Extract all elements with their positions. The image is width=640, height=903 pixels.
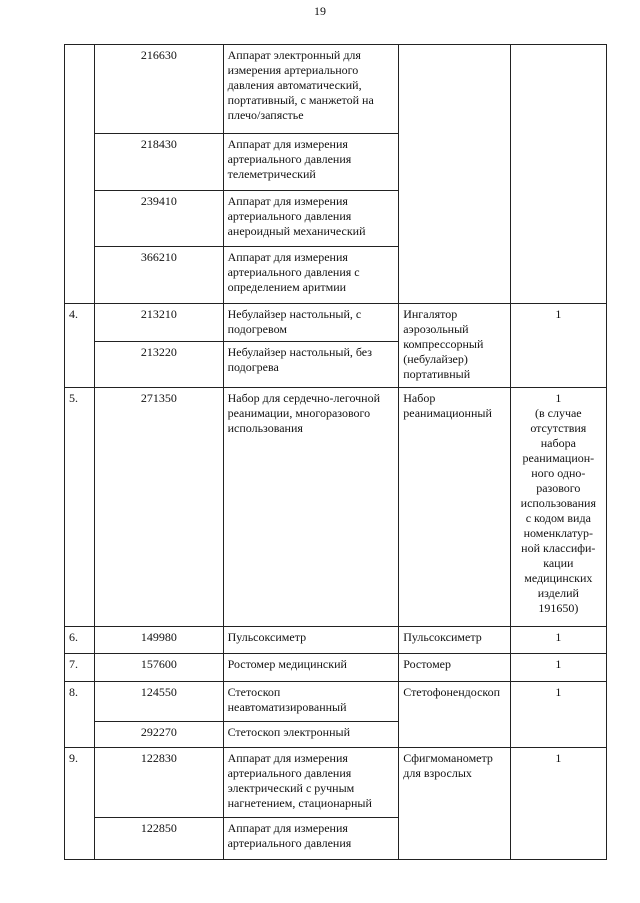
qty-cell — [510, 45, 606, 304]
qty-cell: 1 (в случае отсутствия набора реанимацион- ного одно- разового использования с кодом вида номенклатур- ной классифи- кации медицинских изделий 191650) — [510, 388, 606, 627]
name-cell: Аппарат для измерения артериального давления — [223, 818, 399, 860]
code-cell: 122830 — [95, 748, 223, 818]
table-row — [65, 388, 607, 627]
name-cell: Аппарат электронный для измерения артериального давления автоматический, портативный, с манжетой на плечо/запястье — [223, 45, 399, 134]
row-number-cell: 8. — [65, 682, 95, 748]
code-cell: 157600 — [95, 654, 223, 682]
row-number-cell: 5. — [65, 388, 95, 627]
code-cell: 366210 — [95, 247, 223, 304]
code-cell: 216630 — [95, 45, 223, 134]
kind-cell: Сфигмоманометр для взрослых — [399, 748, 510, 860]
name-cell: Стетоскоп электронный — [223, 722, 399, 748]
code-cell: 239410 — [95, 191, 223, 247]
code-cell: 124550 — [95, 682, 223, 722]
qty-cell: 1 — [510, 654, 606, 682]
name-cell: Аппарат для измерения артериального давления с определением аритмии — [223, 247, 399, 304]
code-cell: 213220 — [95, 342, 223, 388]
kind-cell: Ингалятор аэрозольный компрессорный (небулайзер) портативный — [399, 304, 510, 388]
kind-cell: Пульсоксиметр — [399, 627, 510, 654]
code-cell: 218430 — [95, 134, 223, 191]
name-cell: Ростомер медицинский — [223, 654, 399, 682]
name-cell: Стетоскоп неавтоматизированный — [223, 682, 399, 722]
row-number-cell: 6. — [65, 627, 95, 654]
qty-cell: 1 — [510, 304, 606, 388]
row-number-cell: 7. — [65, 654, 95, 682]
qty-cell: 1 — [510, 748, 606, 860]
page-number: 19 — [314, 4, 326, 18]
name-cell: Небулайзер настольный, без подогрева — [223, 342, 399, 388]
table-row — [65, 304, 607, 342]
name-cell: Набор для сердечно-легочной реанимации, многоразового использования — [223, 388, 399, 627]
row-number-cell: 4. — [65, 304, 95, 388]
qty-cell: 1 — [510, 682, 606, 748]
table-row — [65, 682, 607, 722]
name-cell: Небулайзер настольный, с подогревом — [223, 304, 399, 342]
kind-cell — [399, 45, 510, 304]
code-cell: 149980 — [95, 627, 223, 654]
table-row — [65, 627, 607, 654]
name-cell: Аппарат для измерения артериального давления анероидный механический — [223, 191, 399, 247]
name-cell: Аппарат для измерения артериального давления телеметрический — [223, 134, 399, 191]
row-number-cell: 9. — [65, 748, 95, 860]
table-row — [65, 748, 607, 818]
equipment-table — [64, 44, 607, 860]
code-cell: 213210 — [95, 304, 223, 342]
code-cell: 122850 — [95, 818, 223, 860]
table-row — [65, 654, 607, 682]
kind-cell: Ростомер — [399, 654, 510, 682]
qty-cell: 1 — [510, 627, 606, 654]
kind-cell: Стетофонендоскоп — [399, 682, 510, 748]
row-number-cell — [65, 45, 95, 304]
kind-cell: Набор реанимационный — [399, 388, 510, 627]
code-cell: 292270 — [95, 722, 223, 748]
name-cell: Аппарат для измерения артериального давления электрический с ручным нагнетением, стационарный — [223, 748, 399, 818]
table-row — [65, 45, 607, 134]
name-cell: Пульсоксиметр — [223, 627, 399, 654]
code-cell: 271350 — [95, 388, 223, 627]
